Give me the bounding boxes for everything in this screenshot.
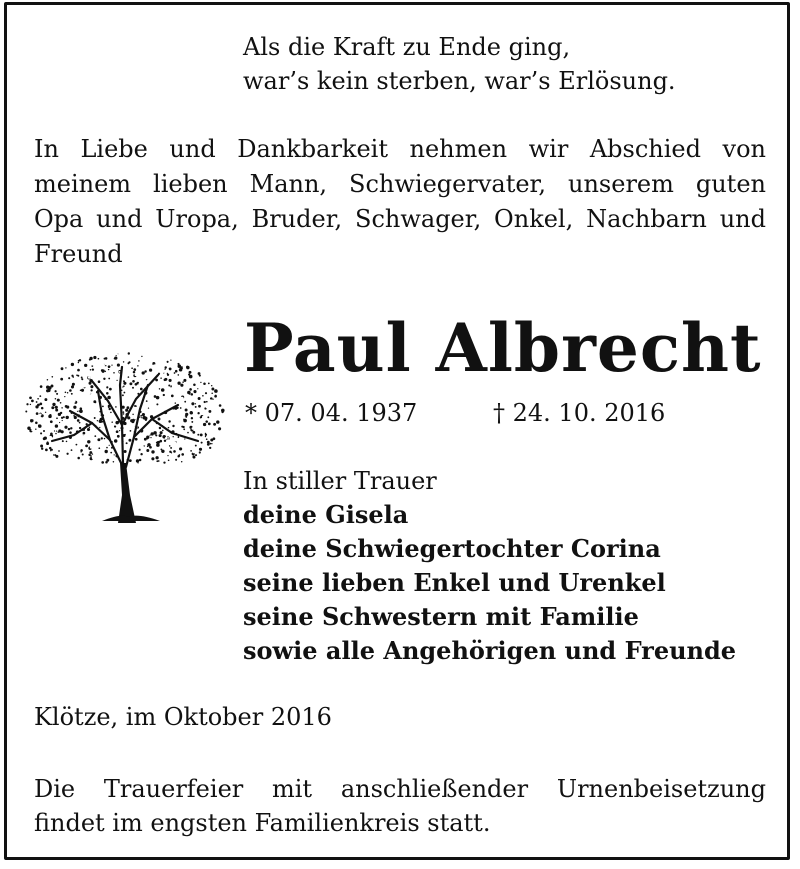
mourner-name: sowie alle Angehörigen und Freunde	[243, 636, 737, 665]
deceased-name: Paul Albrecht	[244, 309, 762, 387]
funeral-line-1: Die Trauerfeier mit anschließender Urnenbeisetzung	[34, 775, 766, 803]
mourner-name: seine Schwestern mit Familie	[243, 602, 639, 631]
intro-text	[34, 132, 766, 272]
intro-line-4: Freund	[34, 240, 123, 268]
mourner-name: deine Gisela	[243, 500, 409, 529]
intro-line-2: meinem lieben Mann, Schwiegervater, unserem guten	[34, 170, 766, 198]
tree-icon	[22, 345, 232, 525]
mourner-name: deine Schwiegertochter Corina	[243, 534, 661, 563]
place-date: Klötze, im Oktober 2016	[34, 703, 332, 731]
poem	[243, 30, 676, 98]
poem-line-1: Als die Kraft zu Ende ging,	[243, 33, 571, 61]
intro-line-1: In Liebe und Dankbarkeit nehmen wir Abschied von	[34, 135, 766, 163]
mourners-block	[243, 464, 736, 668]
intro-line-3: Opa und Uropa, Bruder, Schwager, Onkel, Nachbarn und	[34, 205, 766, 233]
funeral-line-2: findet im engsten Familienkreis statt.	[34, 809, 491, 837]
death-date: † 24. 10. 2016	[493, 399, 666, 427]
mourner-name: seine lieben Enkel und Urenkel	[243, 568, 666, 597]
mourners-heading: In stiller Trauer	[243, 467, 437, 495]
poem-line-2: war’s kein sterben, war’s Erlösung.	[243, 67, 676, 95]
birth-date: * 07. 04. 1937	[245, 399, 418, 427]
funeral-notice	[34, 772, 766, 840]
